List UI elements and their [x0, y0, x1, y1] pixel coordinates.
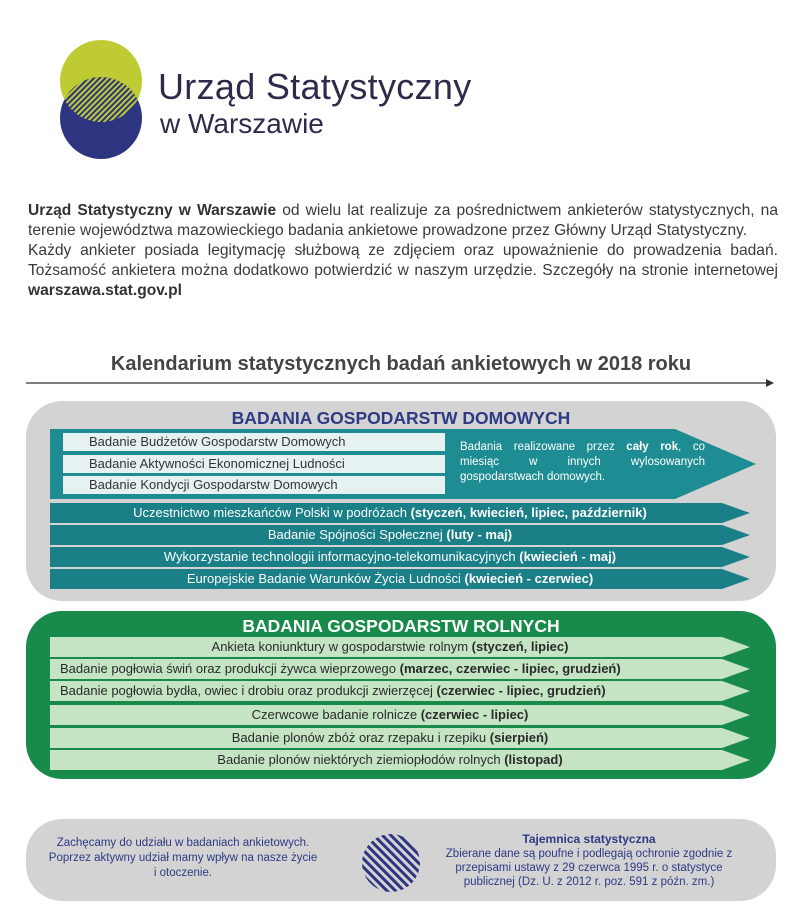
farms-title: BADANIA GOSPODARSTW ROLNYCH	[242, 616, 560, 636]
households-title: BADANIA GOSPODARSTW DOMOWYCH	[231, 408, 571, 428]
gus-logo	[60, 40, 142, 160]
intro-p1: od wielu lat realizuje za pośrednictwem ankieterów statystycznych, na terenie województwa mazowieckiego badania ankietowe prowadzone przez Główny Urząd Statystyczny.	[28, 202, 778, 239]
website-link[interactable]: warszawa.stat.gov.pl	[28, 282, 182, 299]
farm-survey-row: Badanie pogłowia świń oraz produkcji żywca wieprzowego (marzec, czerwiec - lipiec, grudzień)	[50, 659, 750, 679]
household-survey-row: Badanie Spójności Społecznej (luty - maj)	[50, 525, 750, 545]
secret-title: Tajemnica statystyczna	[522, 832, 656, 846]
timeline-arrow	[26, 376, 774, 390]
org-name: Urząd Statystyczny w Warszawie	[28, 202, 277, 219]
household-survey-row: Europejskie Badanie Warunków Życia Ludności (kwiecień - czerwiec)	[50, 569, 750, 589]
farm-survey-row: Badanie pogłowia bydła, owiec i drobiu oraz produkcji zwierzęcej (czerwiec - lipiec, grudzień)	[50, 681, 750, 701]
brand-subtitle: w Warszawie	[160, 108, 324, 139]
secret-text: Zbierane dane są poufne i podlegają ochronie zgodnie z przepisami ustawy z 29 czerwca 1995 r. o statystyce publicznej (Dz. U. z 2012 r. poz. 591 z późn. zm.)	[445, 848, 733, 888]
yearly-note: Badania realizowane przez cały rok, co miesiąc w innych wylosowanych gospodarstwach domowych.	[460, 441, 705, 483]
farm-survey-row: Ankieta koniunktury w gospodarstwie rolnym (styczeń, lipiec)	[50, 637, 750, 657]
farm-survey-row: Badanie plonów zbóż oraz rzepaku i rzepiku (sierpień)	[50, 728, 750, 748]
intro-p2: Każdy ankieter posiada legitymację służbową ze zdjęciem oraz upoważnienie do prowadzenia badań. Tożsamość ankietera można dodatkowo potwierdzić w naszym urzędzie. Szczegóły na stronie internetowej	[28, 242, 778, 279]
yearly-item: Badanie Kondycji Gospodarstw Domowych	[63, 476, 445, 494]
household-survey-row: Uczestnictwo mieszkańców Polski w podróżach (styczeń, kwiecień, lipiec, październik)	[50, 503, 750, 523]
encourage-text: Zachęcamy do udziału w badaniach ankietowych. Poprzez aktywny udział mamy wpływ na nasze życie i otoczenie.	[48, 837, 318, 879]
brand-title: Urząd Statystyczny	[158, 66, 472, 107]
farm-survey-row: Badanie plonów niektórych ziemiopłodów rolnych (listopad)	[50, 750, 750, 770]
intro-text	[28, 201, 778, 301]
yearly-item: Badanie Aktywności Ekonomicznej Ludności	[63, 455, 445, 473]
household-survey-row: Wykorzystanie technologii informacyjno-telekomunikacyjnych (kwiecień - maj)	[50, 547, 750, 567]
yearly-item: Badanie Budżetów Gospodarstw Domowych	[63, 433, 445, 451]
farm-survey-row: Czerwcowe badanie rolnicze (czerwiec - lipiec)	[50, 705, 750, 725]
calendar-title: Kalendarium statystycznych badań ankietowych w 2018 roku	[110, 353, 692, 375]
striped-circle-icon	[361, 833, 421, 893]
